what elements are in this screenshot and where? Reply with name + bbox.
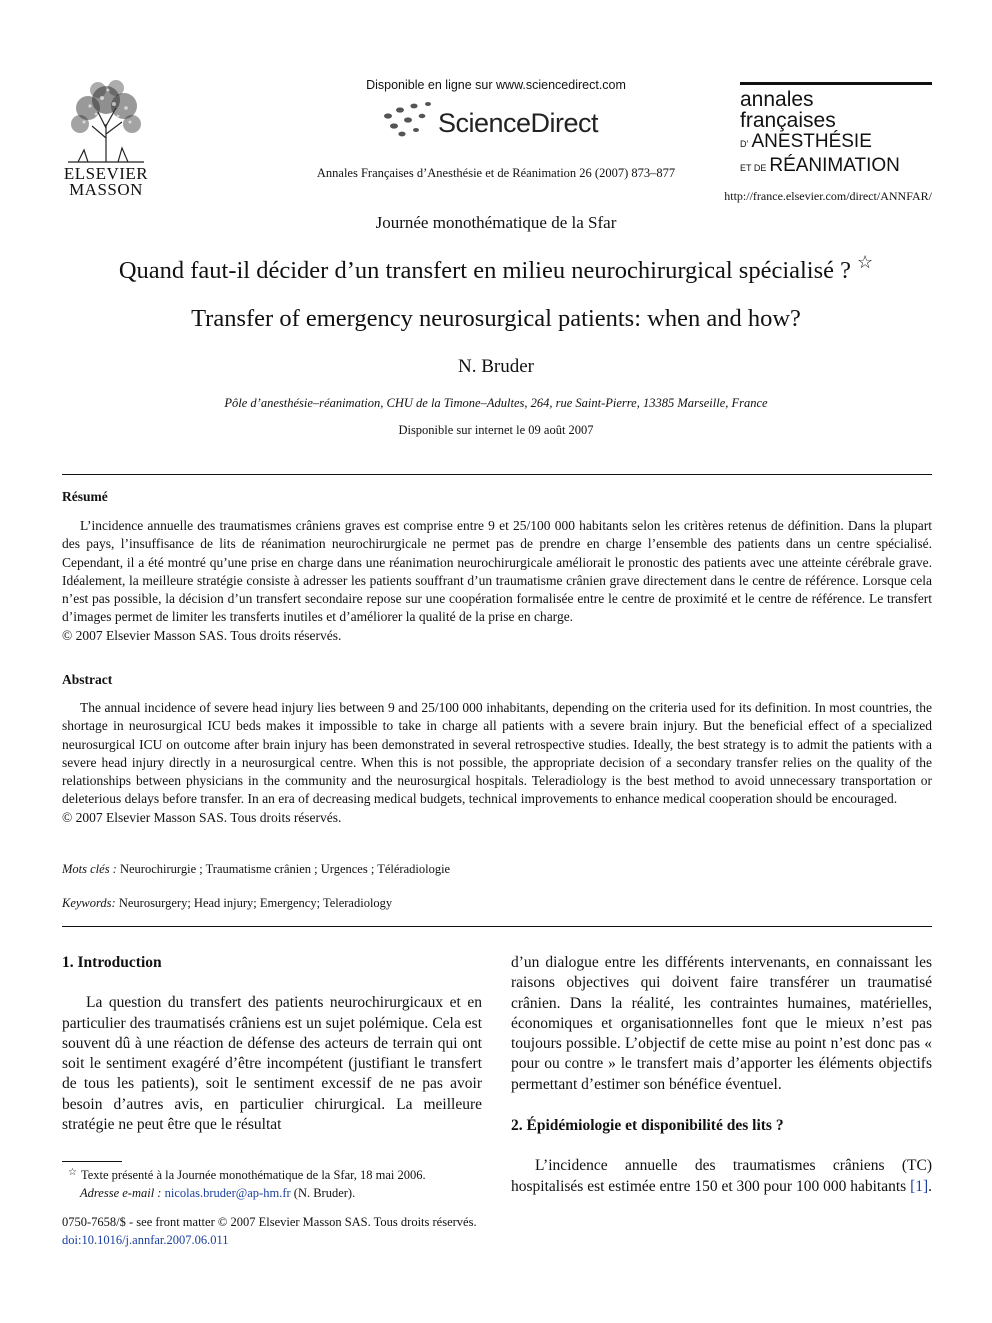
publisher-line-2: MASSON: [69, 180, 143, 199]
keywords-english-label: Keywords:: [62, 896, 116, 910]
section-1-paragraph-continued: d’un dialogue entre les différents intervenants, en connaissant les raisons objectives qui doivent faire transférer un traumatisé crânien. Dans la réalité, les contraintes humaines, matérielles, économiques et organisationnelles font que le mieux n’est pas toujours possible. L’objectif de cette mise au point n’est donc pas « pour ou contre » le transfert mais d’apporter les éléments objectifs permettant d’estimer son bénéfice éventuel.: [511, 954, 932, 1093]
abstract-text: The annual incidence of severe head injury lies between 9 and 25/100 000 inhabitants, depending on the criteria used for its definition. In most countries, the shortage in neurosurgical ICU beds makes it impossible to take in charge all patients with a severe brain injury. But the beneficial effect of a specialized neurosurgical ICU on outcome after brain injury has been demonstrated in several retrospective studies. Ideally, the best strategy is to admit the patients with a severe head injury directly in a neurosurgical centre. When this is not possible, the appropriate decision of a secondary transfer relies on the quality of the relationships between physicians in the community and the neurosurgical hospitals. Teleradiology is the best method to avoid unnecessary transportation or deleterious delays before transfer. In an era of decreasing medical budgets, technical improvements to enhance medical cooperation should be encouraged.: [62, 700, 932, 807]
footnote-rule: [62, 1161, 122, 1162]
affiliation: Pôle d’anesthésie–réanimation, CHU de la Timone–Adultes, 264, rue Saint-Pierre, 13385 Marseille, France: [224, 396, 768, 410]
section-label: Journée monothématique de la Sfar: [375, 213, 617, 232]
email-suffix: (N. Bruder).: [293, 1186, 356, 1200]
divider-bottom: [62, 926, 932, 927]
abstract-heading: Abstract: [62, 672, 113, 687]
title-french: [40, 252, 952, 285]
email-link[interactable]: nicolas.bruder@ap-hm.fr: [164, 1186, 291, 1200]
journal-url[interactable]: http://france.elsevier.com/direct/ANNFAR/: [724, 189, 932, 203]
body-column-right: [511, 953, 932, 1197]
journal-logo-line-4: RÉANIMATION: [769, 155, 900, 176]
resume-body: [62, 517, 932, 645]
footnote-star-icon: ☆: [68, 1167, 77, 1178]
online-date: Disponible sur internet le 09 août 2007: [398, 423, 594, 437]
footnote-line-2: [62, 1184, 492, 1202]
journal-logo-small-4: ET DE: [740, 163, 767, 173]
title-footnote-star-icon[interactable]: ☆: [857, 252, 874, 272]
abstract-copyright: © 2007 Elsevier Masson SAS. Tous droits réservés.: [62, 809, 342, 825]
section-2-heading: 2. Épidémiologie et disponibilité des lits ?: [511, 1117, 784, 1135]
resume-heading: Résumé: [62, 489, 108, 504]
elsevier-tree-icon: [58, 78, 154, 166]
author: N. Bruder: [458, 356, 534, 377]
sciencedirect-wordmark: ScienceDirect: [438, 108, 599, 138]
journal-logo-line-2: françaises: [740, 109, 836, 132]
email-label: Adresse e-mail :: [80, 1186, 162, 1200]
resume-copyright: © 2007 Elsevier Masson SAS. Tous droits réservés.: [62, 627, 342, 643]
journal-logo-line-3: ANESTHÉSIE: [751, 131, 872, 152]
journal-reference: Annales Françaises d’Anesthésie et de Réanimation 26 (2007) 873–877: [316, 166, 676, 180]
keywords-french: [62, 862, 932, 877]
reference-link[interactable]: [1]: [910, 1177, 929, 1195]
journal-logo-small-3: D’: [740, 139, 749, 149]
section-1-paragraph: La question du transfert des patients neurochirurgicaux et en particulier des traumatisés crâniens est un sujet polémique. Cela est souvent dû à une réaction de défense des acteurs de terrain qui ont soit le sentiment exagéré d’être incompétent (justifiant le transfert de tous les patients), soit le sentiment excessif de ne pas avoir besoin d’autres avis, en particulier chirurgical. La meilleure stratégie ne peut être que le résultat: [62, 994, 482, 1134]
journal-logo-rule: [740, 82, 932, 85]
journal-logo-line-1: annales: [740, 88, 814, 111]
footnote-line-1: [62, 1164, 492, 1184]
period: .: [928, 1177, 933, 1195]
keywords-english: [62, 896, 932, 911]
sciencedirect-availability: Disponible en ligne sur www.sciencedirect.com: [366, 78, 626, 92]
abstract-body: [62, 699, 932, 827]
issn-line: 0750-7658/$ - see front matter © 2007 Elsevier Masson SAS. Tous droits réservés.: [62, 1215, 477, 1229]
journal-logo: [740, 82, 932, 179]
publisher-name: [58, 166, 154, 198]
keywords-english-values: Neurosurgery; Head injury; Emergency; Teleradiology: [118, 896, 393, 910]
body-column-left: [62, 953, 482, 1135]
section-2-text: L’incidence annuelle des traumatismes crâniens (TC) hospitalisés est estimée entre 150 et 300 pour 100 000 habitants: [511, 1157, 932, 1195]
title-english: Transfer of emergency neurosurgical patients: when and how?: [191, 305, 801, 332]
doi-link[interactable]: doi:10.1016/j.annfar.2007.06.011: [62, 1233, 229, 1247]
keywords-french-label: Mots clés :: [62, 862, 117, 876]
footnote: [62, 1164, 492, 1202]
resume-text: L’incidence annuelle des traumatismes crâniens graves est comprise entre 9 et 25/100 000 habitants selon les critères retenus de définition. Dans la plupart des pays, l’insuffisance de lits de réanimation neurochirurgicale ne permet pas de prendre en charge l’ensemble des patients dans un centre spécialisé. Cependant, il a été montré qu’une prise en charge dans une réanimation neurochirurgicale améliorait le pronostic des patients avec une atteinte cérébrale grave. Idéalement, la meilleure stratégie consiste à adresser les patients souffrant d’un traumatisme crânien grave directement dans le centre de référence. Lorsque cela n’est pas possible, la décision d’un transfert secondaire repose sur une coopération formalisée entre le centre de proximité et le centre de référence. Le transfert d’images permet de limiter les transferts inutiles et d’améliorer la qualité de la prise en charge.: [62, 518, 932, 625]
title-french-text: Quand faut-il décider d’un transfert en milieu neurochirurgical spécialisé ?: [118, 257, 852, 284]
section-1-heading: 1. Introduction: [62, 954, 162, 971]
footnote-text: Texte présenté à la Journée monothématique de la Sfar, 18 mai 2006.: [80, 1168, 426, 1182]
publisher-line-1: ELSEVIER: [63, 164, 149, 183]
divider-top: [62, 474, 932, 475]
front-matter: [62, 1213, 662, 1249]
keywords-french-values: Neurochirurgie ; Traumatisme crânien ; Urgences ; Téléradiologie: [119, 862, 451, 876]
section-2-paragraph: [511, 1156, 932, 1197]
